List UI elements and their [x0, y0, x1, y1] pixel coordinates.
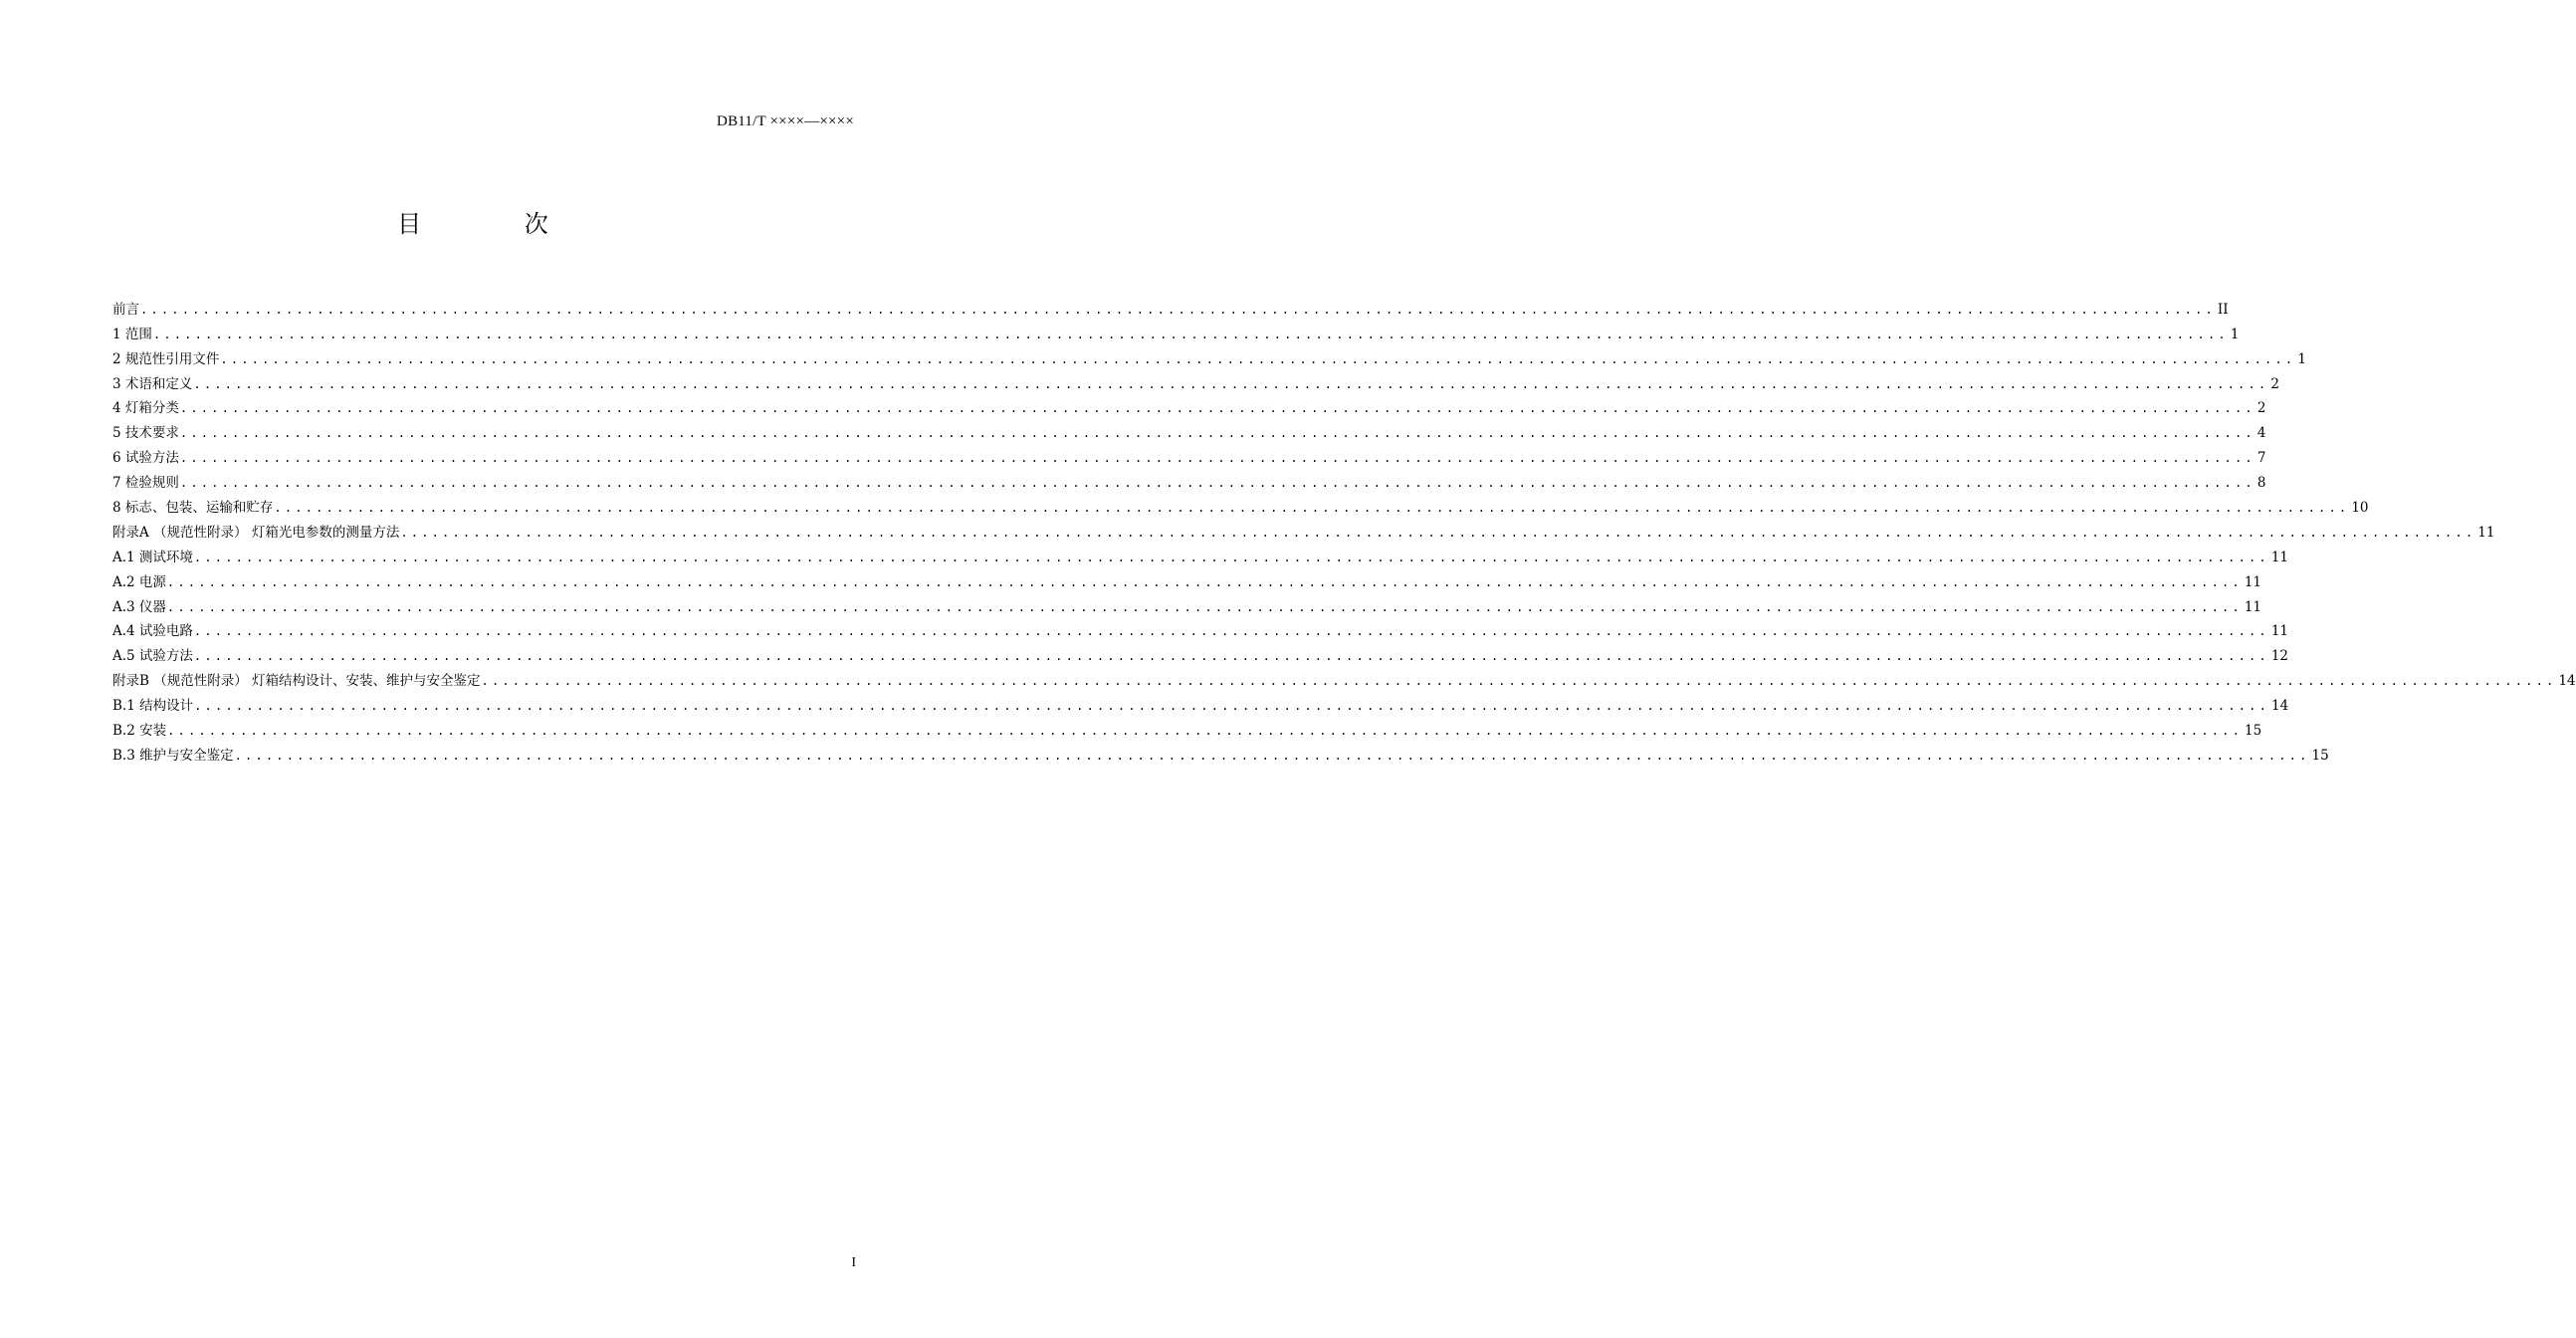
toc-entry-inspection-rules[interactable] — [112, 467, 2266, 492]
toc-leader-dots: ........................................................................................................................................................................................................ — [166, 574, 2243, 589]
toc-leader-dots: ........................................................................................................................................................................................................ — [194, 699, 2270, 714]
toc-leader-dots: ........................................................................................................................................................................................................ — [140, 302, 2216, 317]
toc-entry-annex-b[interactable] — [112, 665, 2576, 690]
page-number: I — [851, 1255, 856, 1270]
toc-entry-label: B.3 维护与安全鉴定 — [112, 747, 234, 764]
toc-entry-page: 1 — [2297, 350, 2306, 367]
toc-entry-label: 附录B （规范性附录） 灯箱结构设计、安装、维护与安全鉴定 — [112, 673, 481, 690]
toc-entry-page: 12 — [2270, 648, 2289, 665]
toc-entry-a2[interactable] — [112, 566, 2262, 591]
toc-entry-label: 1 范围 — [112, 326, 152, 342]
toc-leader-dots: ........................................................................................................................................................................................................ — [166, 599, 2243, 614]
toc-entry-label: B.2 安装 — [112, 723, 167, 740]
toc-entry-label: A.5 试验方法 — [112, 648, 193, 665]
toc-leader-dots: ........................................................................................................................................................................................................ — [193, 649, 2269, 664]
toc-leader-dots: ........................................................................................................................................................................................................ — [193, 376, 2269, 391]
toc-entry-page: 7 — [2256, 450, 2266, 467]
toc-entry-page: 8 — [2256, 475, 2266, 492]
toc-entry-page: 11 — [2244, 598, 2262, 615]
toc-entry-scope[interactable] — [112, 319, 2240, 343]
toc-entry-a3[interactable] — [112, 591, 2262, 616]
toc-entry-foreword[interactable] — [112, 294, 2229, 319]
toc-entry-label: 2 规范性引用文件 — [112, 350, 220, 367]
toc-leader-dots: ........................................................................................................................................................................................................ — [274, 501, 2350, 516]
toc-leader-dots: ........................................................................................................................................................................................................ — [220, 351, 2296, 366]
toc-entry-page: 15 — [2311, 747, 2329, 764]
toc-entry-label: 8 标志、包装、运输和贮存 — [112, 500, 274, 517]
toc-entry-label: A.4 试验电路 — [112, 623, 193, 640]
toc-entry-normative-references[interactable] — [112, 343, 2306, 368]
toc-entry-page: 4 — [2256, 425, 2266, 442]
toc-entry-label: 5 技术要求 — [112, 425, 179, 442]
page-title: 目 次 — [397, 210, 596, 238]
toc-leader-dots: ........................................................................................................................................................................................................ — [481, 674, 2557, 689]
toc-entry-label: 7 检验规则 — [112, 475, 179, 492]
toc-entry-label: 前言 — [112, 301, 139, 318]
toc-entry-label: 附录A （规范性附录） 灯箱光电参数的测量方法 — [112, 524, 400, 541]
toc-leader-dots: ........................................................................................................................................................................................................ — [193, 550, 2269, 564]
toc-entry-a4[interactable] — [112, 616, 2289, 641]
toc-entry-label: 4 灯箱分类 — [112, 400, 179, 417]
toc-entry-page: 11 — [2270, 623, 2289, 640]
toc-entry-page: 11 — [2270, 549, 2289, 565]
toc-entry-page: 14 — [2271, 698, 2289, 715]
toc-entry-test-methods[interactable] — [112, 442, 2266, 467]
toc-entry-classification[interactable] — [112, 393, 2266, 418]
toc-entry-page: 11 — [2477, 524, 2495, 541]
toc-entry-technical-requirements[interactable] — [112, 417, 2266, 442]
toc-entry-label: A.2 电源 — [112, 573, 166, 590]
toc-leader-dots: ........................................................................................................................................................................................................ — [152, 327, 2229, 341]
toc-entry-label: 6 试验方法 — [112, 450, 179, 467]
toc-entry-page: 10 — [2351, 500, 2369, 517]
toc-leader-dots: ........................................................................................................................................................................................................ — [193, 624, 2269, 639]
toc-entry-page: II — [2217, 301, 2229, 318]
toc-entry-label: B.1 结构设计 — [112, 698, 194, 715]
toc-entry-b3[interactable] — [112, 740, 2329, 765]
toc-entry-label: 3 术语和定义 — [112, 375, 193, 392]
toc-entry-label: A.3 仪器 — [112, 598, 166, 615]
standard-code: DB11/T ××××—×××× — [717, 113, 854, 129]
toc-leader-dots: ........................................................................................................................................................................................................ — [179, 401, 2255, 416]
toc-leader-dots: ........................................................................................................................................................................................................ — [179, 476, 2255, 491]
toc-leader-dots: ........................................................................................................................................................................................................ — [179, 451, 2255, 466]
toc-leader-dots: ........................................................................................................................................................................................................ — [179, 426, 2255, 441]
toc-entry-a5[interactable] — [112, 640, 2289, 665]
toc-entry-page: 14 — [2558, 673, 2576, 690]
toc-entry-page: 2 — [2270, 375, 2279, 392]
toc-entry-marking-packaging[interactable] — [112, 492, 2369, 517]
toc-entry-page: 11 — [2244, 573, 2262, 590]
toc-leader-dots: ........................................................................................................................................................................................................ — [234, 748, 2310, 763]
toc-entry-page: 15 — [2245, 723, 2262, 740]
toc-entry-terms[interactable] — [112, 368, 2279, 393]
toc-entry-annex-a[interactable] — [112, 517, 2495, 542]
toc-entry-a1[interactable] — [112, 542, 2289, 566]
toc-entry-page: 2 — [2256, 400, 2266, 417]
toc-entry-b1[interactable] — [112, 690, 2289, 715]
toc-entry-label: A.1 测试环境 — [112, 549, 193, 565]
toc-entry-page: 1 — [2230, 326, 2240, 342]
toc-leader-dots: ........................................................................................................................................................................................................ — [167, 724, 2244, 739]
table-of-contents — [112, 294, 2576, 765]
toc-entry-b2[interactable] — [112, 715, 2262, 740]
toc-leader-dots: ........................................................................................................................................................................................................ — [400, 525, 2476, 540]
